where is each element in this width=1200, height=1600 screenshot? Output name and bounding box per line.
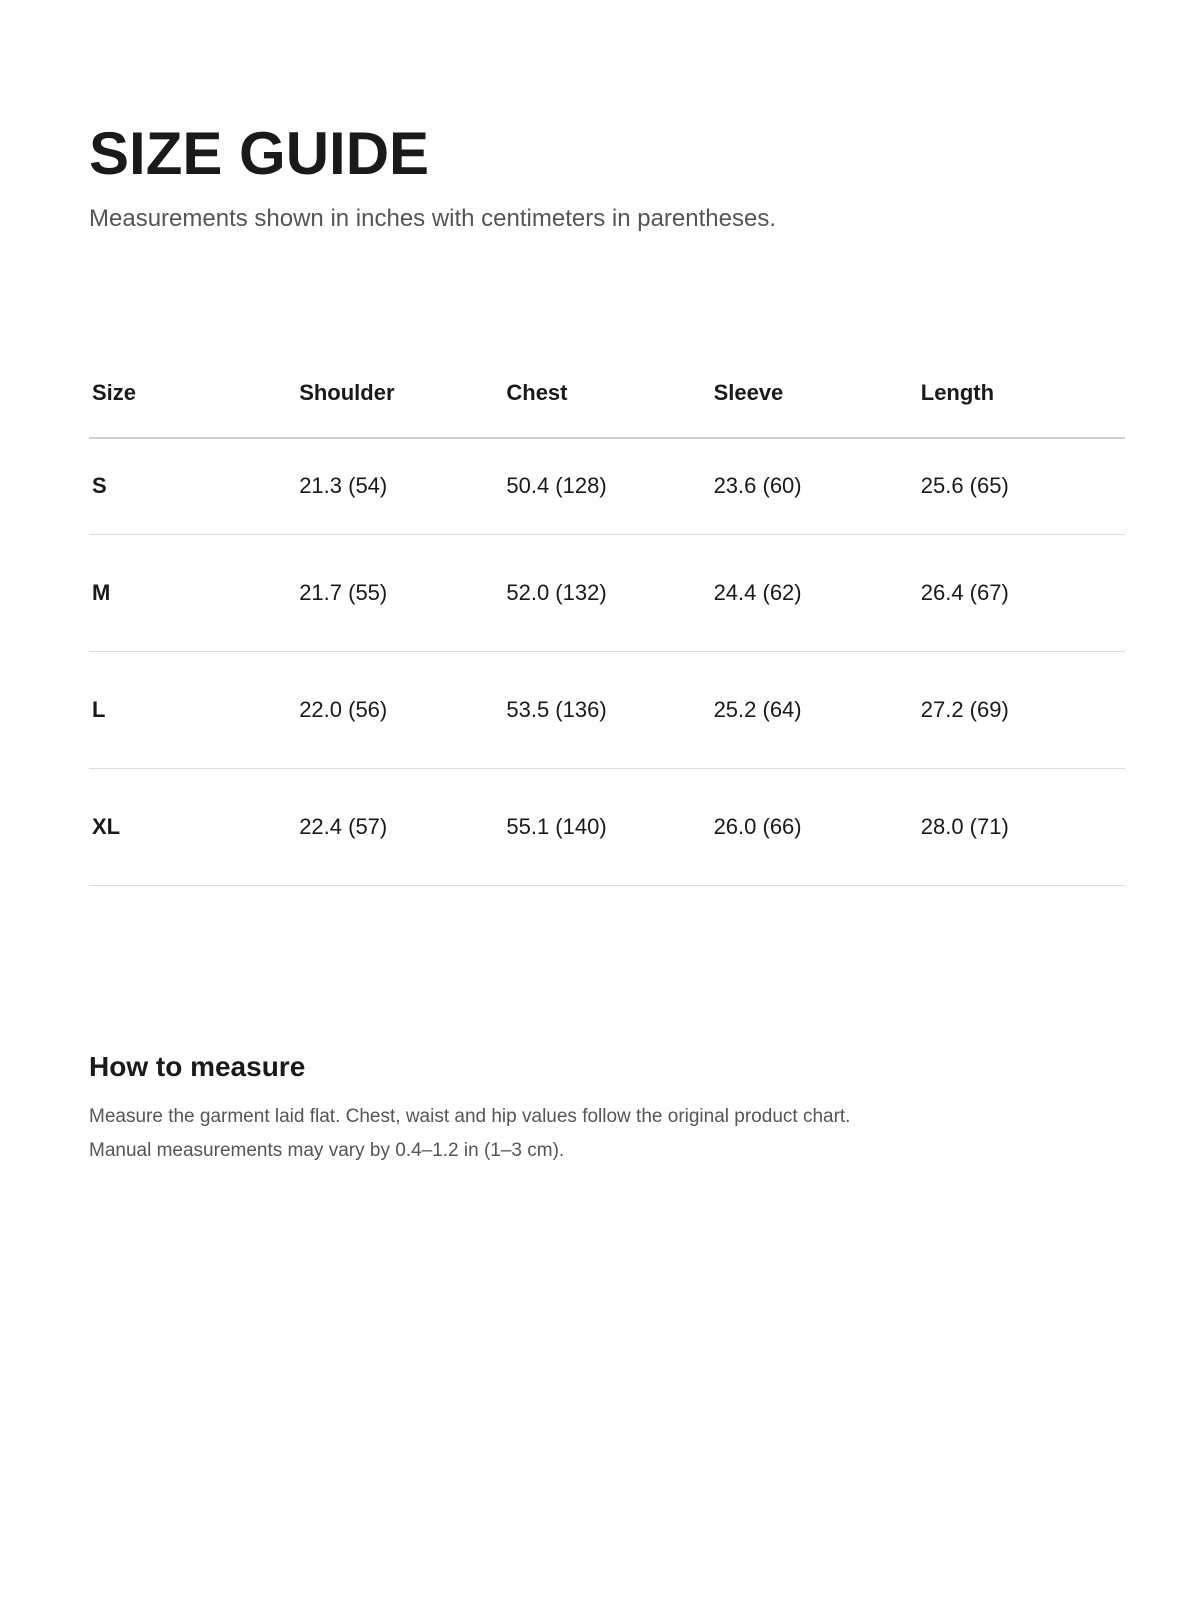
how-to-measure-text (89, 1100, 850, 1168)
column-header-length: Length (918, 360, 1125, 438)
how-to-measure-line: Measure the garment laid flat. Chest, waist and hip values follow the original product chart. (89, 1106, 851, 1127)
table-row (89, 768, 1125, 885)
chest-cell: 50.4 (128) (503, 438, 710, 534)
table-row (89, 651, 1125, 768)
column-header-shoulder: Shoulder (296, 360, 503, 438)
length-cell: 28.0 (71) (918, 768, 1125, 885)
sleeve-cell: 24.4 (62) (711, 534, 918, 651)
shoulder-cell: 22.4 (57) (296, 768, 503, 885)
shoulder-cell: 22.0 (56) (296, 651, 503, 768)
length-cell: 27.2 (69) (918, 651, 1125, 768)
sleeve-cell: 26.0 (66) (711, 768, 918, 885)
column-header-chest: Chest (503, 360, 710, 438)
table-row (89, 534, 1125, 651)
how-to-measure-line: Manual measurements may vary by 0.4–1.2 in (1–3 cm). (89, 1140, 565, 1161)
page-subtitle: Measurements shown in inches with centimeters in parentheses. (89, 205, 776, 232)
page-title: SIZE GUIDE (89, 120, 430, 187)
column-header-sleeve: Sleeve (711, 360, 918, 438)
size-cell: L (89, 651, 296, 768)
size-table (89, 360, 1125, 886)
chest-cell: 52.0 (132) (503, 534, 710, 651)
column-header-size: Size (89, 360, 296, 438)
size-cell: S (89, 438, 296, 534)
chest-cell: 53.5 (136) (503, 651, 710, 768)
chest-cell: 55.1 (140) (503, 768, 710, 885)
table-header-row (89, 360, 1125, 438)
length-cell: 25.6 (65) (918, 438, 1125, 534)
shoulder-cell: 21.3 (54) (296, 438, 503, 534)
length-cell: 26.4 (67) (918, 534, 1125, 651)
how-to-measure-heading: How to measure (89, 1051, 306, 1082)
sleeve-cell: 25.2 (64) (711, 651, 918, 768)
size-cell: M (89, 534, 296, 651)
size-cell: XL (89, 768, 296, 885)
table-row (89, 438, 1125, 534)
shoulder-cell: 21.7 (55) (296, 534, 503, 651)
sleeve-cell: 23.6 (60) (711, 438, 918, 534)
